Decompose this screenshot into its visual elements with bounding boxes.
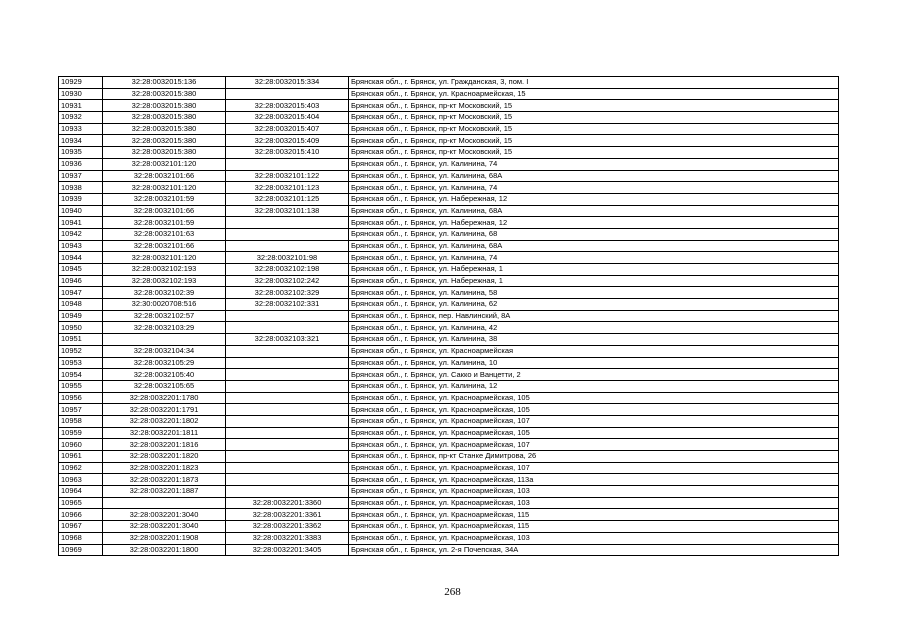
object-cadastral-number-cell [226, 451, 349, 463]
object-cadastral-number-cell: 32:28:0032015:410 [226, 147, 349, 159]
object-cadastral-number-cell [226, 392, 349, 404]
address-cell: Брянская обл., г. Брянск, пр-кт Станке Димитрова, 26 [349, 451, 839, 463]
address-cell: Брянская обл., г. Брянск, ул. Гражданская, 3, пом. I [349, 77, 839, 89]
table-row [59, 228, 839, 240]
table-row [59, 415, 839, 427]
table-row [59, 88, 839, 100]
parcel-cadastral-number-cell: 32:28:0032015:136 [103, 77, 226, 89]
address-cell: Брянская обл., г. Брянск, ул. Калинина, 12 [349, 380, 839, 392]
table-row [59, 322, 839, 334]
address-cell: Брянская обл., г. Брянск, пер. Навлинский, 8А [349, 310, 839, 322]
address-cell: Брянская обл., г. Брянск, ул. Калинина, 74 [349, 182, 839, 194]
table-row [59, 427, 839, 439]
address-cell: Брянская обл., г. Брянск, пр-кт Московский, 15 [349, 135, 839, 147]
parcel-cadastral-number-cell: 32:28:0032104:34 [103, 345, 226, 357]
address-cell: Брянская обл., г. Брянск, ул. Набережная, 12 [349, 217, 839, 229]
object-cadastral-number-cell [226, 158, 349, 170]
object-cadastral-number-cell: 32:28:0032201:3360 [226, 497, 349, 509]
parcel-cadastral-number-cell: 32:28:0032201:1800 [103, 544, 226, 556]
table-row [59, 193, 839, 205]
address-cell: Брянская обл., г. Брянск, ул. Красноармейская, 103 [349, 486, 839, 498]
parcel-cadastral-number-cell: 32:28:0032015:380 [103, 112, 226, 124]
object-cadastral-number-cell: 32:28:0032015:403 [226, 100, 349, 112]
table-row [59, 544, 839, 556]
row-number-cell: 10966 [59, 509, 103, 521]
table-row [59, 497, 839, 509]
table-row [59, 135, 839, 147]
object-cadastral-number-cell: 32:28:0032101:123 [226, 182, 349, 194]
address-cell: Брянская обл., г. Брянск, ул. Калинина, 74 [349, 158, 839, 170]
object-cadastral-number-cell: 32:28:0032201:3362 [226, 521, 349, 533]
row-number-cell: 10962 [59, 462, 103, 474]
object-cadastral-number-cell: 32:28:0032101:138 [226, 205, 349, 217]
parcel-cadastral-number-cell: 32:28:0032101:120 [103, 252, 226, 264]
parcel-cadastral-number-cell: 32:28:0032101:66 [103, 240, 226, 252]
table-row [59, 486, 839, 498]
row-number-cell: 10953 [59, 357, 103, 369]
address-cell: Брянская обл., г. Брянск, ул. Красноармейская, 105 [349, 427, 839, 439]
row-number-cell: 10938 [59, 182, 103, 194]
address-cell: Брянская обл., г. Брянск, ул. Красноармейская, 15 [349, 88, 839, 100]
parcel-cadastral-number-cell: 32:28:0032101:63 [103, 228, 226, 240]
parcel-cadastral-number-cell: 32:28:0032201:1887 [103, 486, 226, 498]
table-row [59, 392, 839, 404]
address-cell: Брянская обл., г. Брянск, ул. Калинина, 68А [349, 205, 839, 217]
row-number-cell: 10945 [59, 264, 103, 276]
object-cadastral-number-cell [226, 427, 349, 439]
object-cadastral-number-cell [226, 322, 349, 334]
table-row [59, 451, 839, 463]
object-cadastral-number-cell: 32:28:0032201:3361 [226, 509, 349, 521]
address-cell: Брянская обл., г. Брянск, ул. Красноармейская, 107 [349, 415, 839, 427]
table-row [59, 404, 839, 416]
table-row [59, 170, 839, 182]
object-cadastral-number-cell: 32:28:0032101:98 [226, 252, 349, 264]
row-number-cell: 10946 [59, 275, 103, 287]
table-row [59, 357, 839, 369]
parcel-cadastral-number-cell: 32:28:0032201:1791 [103, 404, 226, 416]
parcel-cadastral-number-cell: 32:28:0032015:380 [103, 135, 226, 147]
row-number-cell: 10934 [59, 135, 103, 147]
parcel-cadastral-number-cell: 32:28:0032201:1908 [103, 532, 226, 544]
row-number-cell: 10930 [59, 88, 103, 100]
parcel-cadastral-number-cell: 32:28:0032201:1816 [103, 439, 226, 451]
table-row [59, 182, 839, 194]
row-number-cell: 10947 [59, 287, 103, 299]
parcel-cadastral-number-cell: 32:28:0032105:29 [103, 357, 226, 369]
object-cadastral-number-cell [226, 240, 349, 252]
object-cadastral-number-cell [226, 228, 349, 240]
row-number-cell: 10956 [59, 392, 103, 404]
table-row [59, 345, 839, 357]
object-cadastral-number-cell [226, 369, 349, 381]
object-cadastral-number-cell [226, 474, 349, 486]
row-number-cell: 10964 [59, 486, 103, 498]
parcel-cadastral-number-cell: 32:28:0032015:380 [103, 147, 226, 159]
parcel-cadastral-number-cell: 32:28:0032105:65 [103, 380, 226, 392]
object-cadastral-number-cell: 32:28:0032102:242 [226, 275, 349, 287]
row-number-cell: 10967 [59, 521, 103, 533]
table-row [59, 158, 839, 170]
address-cell: Брянская обл., г. Брянск, ул. Красноармейская, 107 [349, 462, 839, 474]
parcel-cadastral-number-cell: 32:28:0032201:1820 [103, 451, 226, 463]
object-cadastral-number-cell: 32:28:0032102:198 [226, 264, 349, 276]
object-cadastral-number-cell [226, 345, 349, 357]
object-cadastral-number-cell: 32:28:0032201:3405 [226, 544, 349, 556]
object-cadastral-number-cell [226, 439, 349, 451]
row-number-cell: 10942 [59, 228, 103, 240]
table-row [59, 369, 839, 381]
row-number-cell: 10937 [59, 170, 103, 182]
address-cell: Брянская обл., г. Брянск, ул. Калинина, 68А [349, 240, 839, 252]
table-row [59, 299, 839, 311]
address-cell: Брянская обл., г. Брянск, пр-кт Московский, 15 [349, 112, 839, 124]
row-number-cell: 10948 [59, 299, 103, 311]
object-cadastral-number-cell [226, 310, 349, 322]
table-row [59, 439, 839, 451]
address-cell: Брянская обл., г. Брянск, ул. Красноармейская, 105 [349, 392, 839, 404]
row-number-cell: 10932 [59, 112, 103, 124]
object-cadastral-number-cell: 32:28:0032015:409 [226, 135, 349, 147]
parcel-cadastral-number-cell: 32:28:0032102:57 [103, 310, 226, 322]
parcel-cadastral-number-cell: 32:28:0032102:193 [103, 264, 226, 276]
parcel-cadastral-number-cell: 32:28:0032101:120 [103, 158, 226, 170]
row-number-cell: 10965 [59, 497, 103, 509]
row-number-cell: 10952 [59, 345, 103, 357]
row-number-cell: 10931 [59, 100, 103, 112]
table-row [59, 217, 839, 229]
address-cell: Брянская обл., г. Брянск, ул. Сакко и Ванцетти, 2 [349, 369, 839, 381]
row-number-cell: 10959 [59, 427, 103, 439]
object-cadastral-number-cell [226, 357, 349, 369]
address-cell: Брянская обл., г. Брянск, ул. Набережная, 1 [349, 264, 839, 276]
address-cell: Брянская обл., г. Брянск, пр-кт Московский, 15 [349, 147, 839, 159]
row-number-cell: 10949 [59, 310, 103, 322]
table-row [59, 532, 839, 544]
table-row [59, 474, 839, 486]
address-cell: Брянская обл., г. Брянск, ул. Калинина, 74 [349, 252, 839, 264]
address-cell: Брянская обл., г. Брянск, ул. Калинина, 68 [349, 228, 839, 240]
row-number-cell: 10944 [59, 252, 103, 264]
object-cadastral-number-cell: 32:28:0032015:334 [226, 77, 349, 89]
row-number-cell: 10963 [59, 474, 103, 486]
object-cadastral-number-cell: 32:28:0032201:3383 [226, 532, 349, 544]
parcel-cadastral-number-cell: 32:28:0032201:1873 [103, 474, 226, 486]
row-number-cell: 10936 [59, 158, 103, 170]
address-cell: Брянская обл., г. Брянск, ул. Красноармейская, 103 [349, 497, 839, 509]
table-row [59, 287, 839, 299]
table-row [59, 334, 839, 346]
object-cadastral-number-cell: 32:28:0032015:404 [226, 112, 349, 124]
row-number-cell: 10955 [59, 380, 103, 392]
table-row [59, 462, 839, 474]
table-row [59, 77, 839, 89]
row-number-cell: 10943 [59, 240, 103, 252]
parcel-cadastral-number-cell: 32:28:0032101:66 [103, 205, 226, 217]
parcel-cadastral-number-cell: 32:28:0032201:1811 [103, 427, 226, 439]
table-body [59, 77, 839, 556]
object-cadastral-number-cell [226, 88, 349, 100]
parcel-cadastral-number-cell [103, 497, 226, 509]
object-cadastral-number-cell [226, 486, 349, 498]
address-cell: Брянская обл., г. Брянск, ул. Калинина, 68А [349, 170, 839, 182]
address-cell: Брянская обл., г. Брянск, ул. Красноармейская, 107 [349, 439, 839, 451]
parcel-cadastral-number-cell: 32:28:0032101:120 [103, 182, 226, 194]
address-cell: Брянская обл., г. Брянск, пр-кт Московский, 15 [349, 123, 839, 135]
row-number-cell: 10939 [59, 193, 103, 205]
address-cell: Брянская обл., г. Брянск, ул. 2-я Почепская, 34А [349, 544, 839, 556]
address-cell: Брянская обл., г. Брянск, ул. Калинина, 42 [349, 322, 839, 334]
address-cell: Брянская обл., г. Брянск, пр-кт Московский, 15 [349, 100, 839, 112]
address-cell: Брянская обл., г. Брянск, ул. Красноармейская, 103 [349, 532, 839, 544]
row-number-cell: 10968 [59, 532, 103, 544]
address-cell: Брянская обл., г. Брянск, ул. Калинина, 62 [349, 299, 839, 311]
address-cell: Брянская обл., г. Брянск, ул. Калинина, 38 [349, 334, 839, 346]
object-cadastral-number-cell: 32:28:0032101:125 [226, 193, 349, 205]
row-number-cell: 10929 [59, 77, 103, 89]
row-number-cell: 10961 [59, 451, 103, 463]
page-number: 268 [444, 586, 461, 598]
object-cadastral-number-cell [226, 217, 349, 229]
parcel-cadastral-number-cell: 32:28:0032015:380 [103, 123, 226, 135]
cadastral-table [58, 76, 839, 556]
row-number-cell: 10969 [59, 544, 103, 556]
table-row [59, 112, 839, 124]
table-row [59, 147, 839, 159]
address-cell: Брянская обл., г. Брянск, ул. Красноармейская, 115 [349, 509, 839, 521]
parcel-cadastral-number-cell: 32:28:0032102:193 [103, 275, 226, 287]
row-number-cell: 10954 [59, 369, 103, 381]
object-cadastral-number-cell: 32:28:0032101:122 [226, 170, 349, 182]
parcel-cadastral-number-cell: 32:30:0020708:516 [103, 299, 226, 311]
row-number-cell: 10940 [59, 205, 103, 217]
parcel-cadastral-number-cell: 32:28:0032015:380 [103, 88, 226, 100]
parcel-cadastral-number-cell: 32:28:0032201:1802 [103, 415, 226, 427]
row-number-cell: 10950 [59, 322, 103, 334]
address-cell: Брянская обл., г. Брянск, ул. Красноармейская, 115 [349, 521, 839, 533]
table-row [59, 264, 839, 276]
parcel-cadastral-number-cell [103, 334, 226, 346]
table-row [59, 310, 839, 322]
parcel-cadastral-number-cell: 32:28:0032101:66 [103, 170, 226, 182]
parcel-cadastral-number-cell: 32:28:0032201:1823 [103, 462, 226, 474]
table-row [59, 240, 839, 252]
row-number-cell: 10933 [59, 123, 103, 135]
table-row [59, 521, 839, 533]
address-cell: Брянская обл., г. Брянск, ул. Набережная, 1 [349, 275, 839, 287]
table-row [59, 205, 839, 217]
row-number-cell: 10960 [59, 439, 103, 451]
parcel-cadastral-number-cell: 32:28:0032102:39 [103, 287, 226, 299]
address-cell: Брянская обл., г. Брянск, ул. Калинина, 58 [349, 287, 839, 299]
row-number-cell: 10957 [59, 404, 103, 416]
table-row [59, 275, 839, 287]
parcel-cadastral-number-cell: 32:28:0032201:3040 [103, 509, 226, 521]
parcel-cadastral-number-cell: 32:28:0032101:59 [103, 193, 226, 205]
object-cadastral-number-cell: 32:28:0032103:321 [226, 334, 349, 346]
parcel-cadastral-number-cell: 32:28:0032015:380 [103, 100, 226, 112]
parcel-cadastral-number-cell: 32:28:0032105:40 [103, 369, 226, 381]
address-cell: Брянская обл., г. Брянск, ул. Красноармейская [349, 345, 839, 357]
table-row [59, 380, 839, 392]
table-row [59, 100, 839, 112]
address-cell: Брянская обл., г. Брянск, ул. Калинина, 10 [349, 357, 839, 369]
parcel-cadastral-number-cell: 32:28:0032201:1780 [103, 392, 226, 404]
address-cell: Брянская обл., г. Брянск, ул. Набережная, 12 [349, 193, 839, 205]
object-cadastral-number-cell [226, 415, 349, 427]
object-cadastral-number-cell: 32:28:0032015:407 [226, 123, 349, 135]
object-cadastral-number-cell: 32:28:0032102:329 [226, 287, 349, 299]
parcel-cadastral-number-cell: 32:28:0032201:3040 [103, 521, 226, 533]
row-number-cell: 10935 [59, 147, 103, 159]
row-number-cell: 10941 [59, 217, 103, 229]
row-number-cell: 10958 [59, 415, 103, 427]
object-cadastral-number-cell [226, 462, 349, 474]
object-cadastral-number-cell [226, 380, 349, 392]
parcel-cadastral-number-cell: 32:28:0032101:59 [103, 217, 226, 229]
table-row [59, 509, 839, 521]
object-cadastral-number-cell: 32:28:0032102:331 [226, 299, 349, 311]
object-cadastral-number-cell [226, 404, 349, 416]
table-row [59, 252, 839, 264]
table-row [59, 123, 839, 135]
row-number-cell: 10951 [59, 334, 103, 346]
parcel-cadastral-number-cell: 32:28:0032103:29 [103, 322, 226, 334]
address-cell: Брянская обл., г. Брянск, ул. Красноармейская, 105 [349, 404, 839, 416]
address-cell: Брянская обл., г. Брянск, ул. Красноармейская, 113а [349, 474, 839, 486]
